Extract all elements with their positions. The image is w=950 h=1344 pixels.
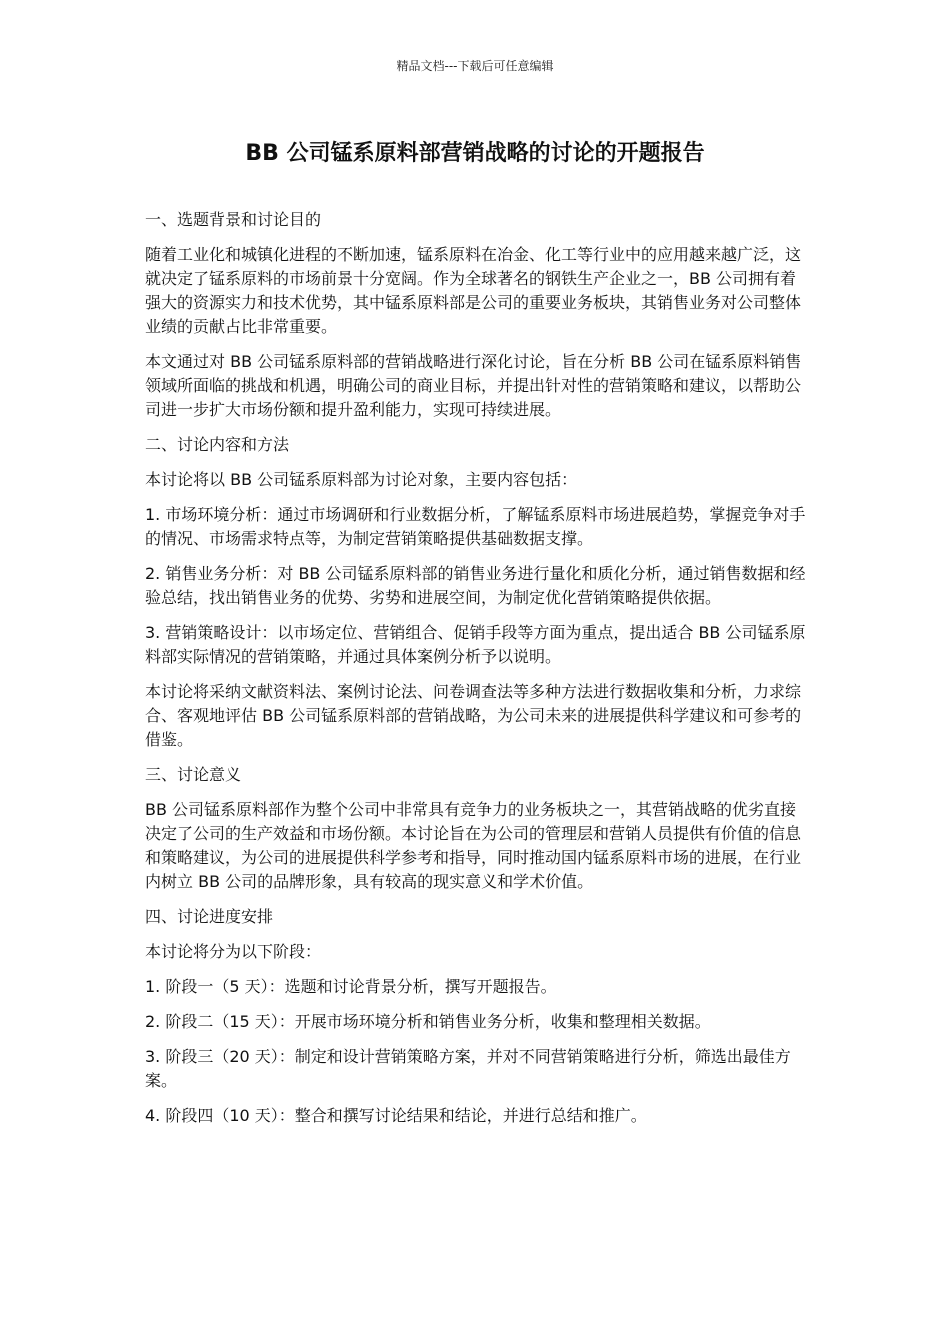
paragraph: 随着工业化和城镇化进程的不断加速，锰系原料在冶金、化工等行业中的应用越来越广泛，这就决定了锰系原料的市场前景十分宽阔。作为全球著名的钢铁生产企业之一，BB 公司拥有着强大的资源实力和技术优势，其中锰系原料部是公司的重要业务板块，其销售业务对公司整体业绩的贡献占比非常重要。 <box>145 245 802 336</box>
section-heading-background: 一、选题背景和讨论目的 <box>145 210 322 229</box>
list-item: 1. 阶段一（5 天）：选题和讨论背景分析，撰写开题报告。 <box>145 977 557 996</box>
paragraph: 本讨论将以 BB 公司锰系原料部为讨论对象，主要内容包括： <box>145 470 578 489</box>
list-item: 4. 阶段四（10 天）：整合和撰写讨论结果和结论，并进行总结和推广。 <box>145 1106 647 1125</box>
paragraph: 本文通过对 BB 公司锰系原料部的营销战略进行深化讨论，旨在分析 BB 公司在锰系原料销售领域所面临的挑战和机遇，明确公司的商业目标，并提出针对性的营销策略和建议，以帮助公司进一步扩大市场份额和提升盈利能力，实现可持续进展。 <box>145 352 802 419</box>
document-title: BB 公司锰系原料部营销战略的讨论的开题报告 <box>245 141 705 166</box>
paragraph: 本讨论将分为以下阶段： <box>145 942 322 961</box>
list-item: 3. 营销策略设计：以市场定位、营销组合、促销手段等方面为重点，提出适合 BB 公司锰系原料部实际情况的营销策略，并通过具体案例分析予以说明。 <box>145 623 806 666</box>
header-note: 精品文档---下载后可任意编辑 <box>396 59 554 73</box>
list-item: 1. 市场环境分析：通过市场调研和行业数据分析，了解锰系原料市场进展趋势，掌握竞争对手的情况、市场需求特点等，为制定营销策略提供基础数据支撑。 <box>145 505 806 548</box>
section-heading-schedule: 四、讨论进度安排 <box>145 907 274 926</box>
list-item: 2. 销售业务分析：对 BB 公司锰系原料部的销售业务进行量化和质化分析，通过销售数据和经验总结，找出销售业务的优势、劣势和进展空间，为制定优化营销策略提供依据。 <box>145 564 806 607</box>
list-item: 3. 阶段三（20 天）：制定和设计营销策略方案，并对不同营销策略进行分析，筛选出最佳方案。 <box>145 1047 791 1090</box>
list-item: 2. 阶段二（15 天）：开展市场环境分析和销售业务分析，收集和整理相关数据。 <box>145 1012 711 1031</box>
section-heading-significance: 三、讨论意义 <box>145 765 242 784</box>
paragraph: 本讨论将采纳文献资料法、案例讨论法、问卷调查法等多种方法进行数据收集和分析，力求综合、客观地评估 BB 公司锰系原料部的营销战略，为公司未来的进展提供科学建议和可参考的借鉴。 <box>145 682 802 749</box>
document-body <box>145 208 810 1139</box>
paragraph: BB 公司锰系原料部作为整个公司中非常具有竞争力的业务板块之一，其营销战略的优劣直接决定了公司的生产效益和市场份额。本讨论旨在为公司的管理层和营销人员提供有价值的信息和策略建议，为公司的进展提供科学参考和指导，同时推动国内锰系原料市场的进展，在行业内树立 BB 公司的品牌形象，具有较高的现实意义和学术价值。 <box>145 800 802 891</box>
section-heading-content-methods: 二、讨论内容和方法 <box>145 435 290 454</box>
